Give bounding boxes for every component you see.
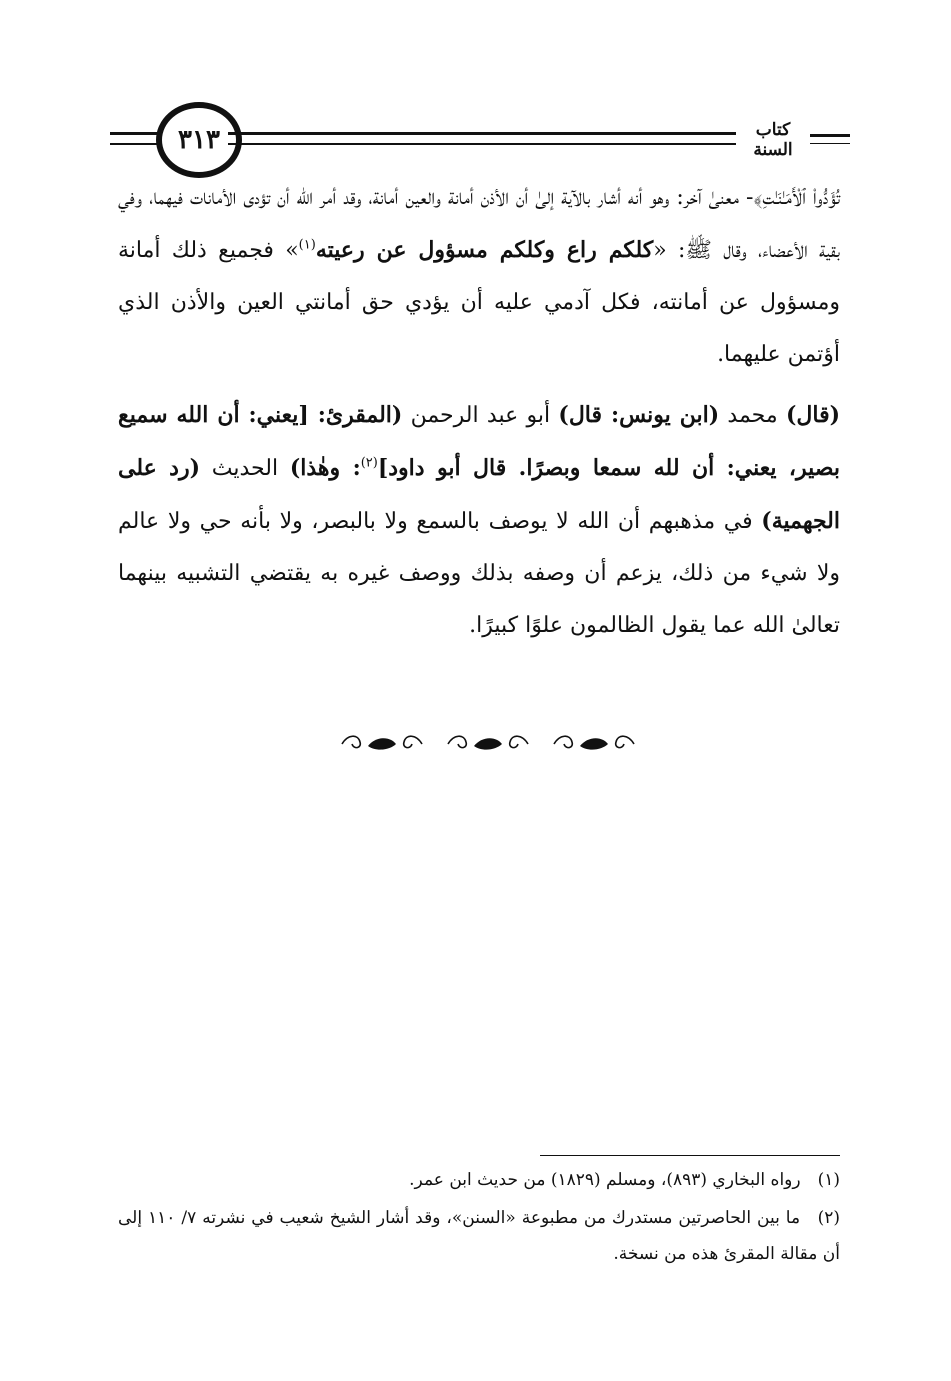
matn-segment-5: (رد على الجهمية) [118,455,840,534]
commentary-segment-1: محمد [719,403,786,428]
matn-segment-1: (قال) [785,402,840,428]
matn-segment-2: (ابن يونس: قال) [558,402,720,428]
footnotes [118,1162,840,1274]
footnote-2 [118,1200,840,1272]
ornament-icon [444,730,532,756]
page-number: ٣١٣ [178,125,220,155]
quran-quote: تُؤَدُّوا۟ ٱلْأَمَـٰنَـٰتِ﴾ [753,185,840,210]
footnote-ref-1[interactable]: (١) [298,237,316,253]
hadith-text: كلكم راع وكلكم مسؤول عن رعيته [315,237,654,263]
commentary-segment-3: الحديث [200,456,290,481]
footnote-1-text: رواه البخاري (٨٩٣)، ومسلم (١٨٢٩) من حديث ابن عمر. [409,1170,801,1190]
page-header [110,92,850,182]
paragraph-1-text-a: - معنىٰ آخر: وهو أنه أشار بالآية إلىٰ أن الأذن أمانة والعين أمانة، وقد أمر الله أن تؤدى الأمانات فيهما، وفي بقية الأعضاء، وقال ﷺ: « [118,185,840,263]
paragraph-1-text-b: » فجميع ذلك أمانة ومسؤول عن أمانته، فكل آدمي عليه أن يؤدي حق أمانتي العين والأذن الذي أؤتمن عليهما. [118,238,840,367]
header-rule-right [228,132,736,145]
footnote-ref-2[interactable]: (٢) [360,455,378,471]
paragraph-2 [118,389,840,652]
footnote-1-number: (١) [817,1170,840,1190]
ornament-icon [338,730,426,756]
commentary-segment-4: في مذهبهم أن الله لا يوصف بالسمع ولا بالبصر، ولا بأنه حي ولا عالم ولا شيء من ذلك، يزعم أن وصفه بذلك ووصف غيره به يقتضي التشبيه بينهما تعالىٰ الله عما يقول الظالمون علوًا كبيرًا. [118,509,840,638]
header-rule-left [110,132,158,145]
footnote-separator [540,1155,840,1156]
section-ornament [338,728,638,758]
ornament-icon [550,730,638,756]
main-text [118,172,840,660]
matn-segment-3: (المقرئ: [يعني: أن الله سميع بصير، يعني: أن لله سمعا وبصرًا. قال أبو داود] [118,402,841,481]
header-rule-end [810,134,850,144]
footnote-2-text: ما بين الحاصرتين مستدرك من مطبوعة «السنن»، وقد أشار الشيخ شعيب في نشرته ٧/ ١١٠ إلى أن مقالة المقرئ هذه من نسخة. [118,1208,840,1264]
footnote-1 [118,1162,840,1198]
paragraph-1 [118,172,840,381]
commentary-segment-2: أبو عبد الرحمن [402,403,559,428]
running-title: كتاب السنة [753,120,793,160]
footnote-2-number: (٢) [817,1208,841,1228]
matn-segment-4: : وهٰذا) [289,455,361,481]
